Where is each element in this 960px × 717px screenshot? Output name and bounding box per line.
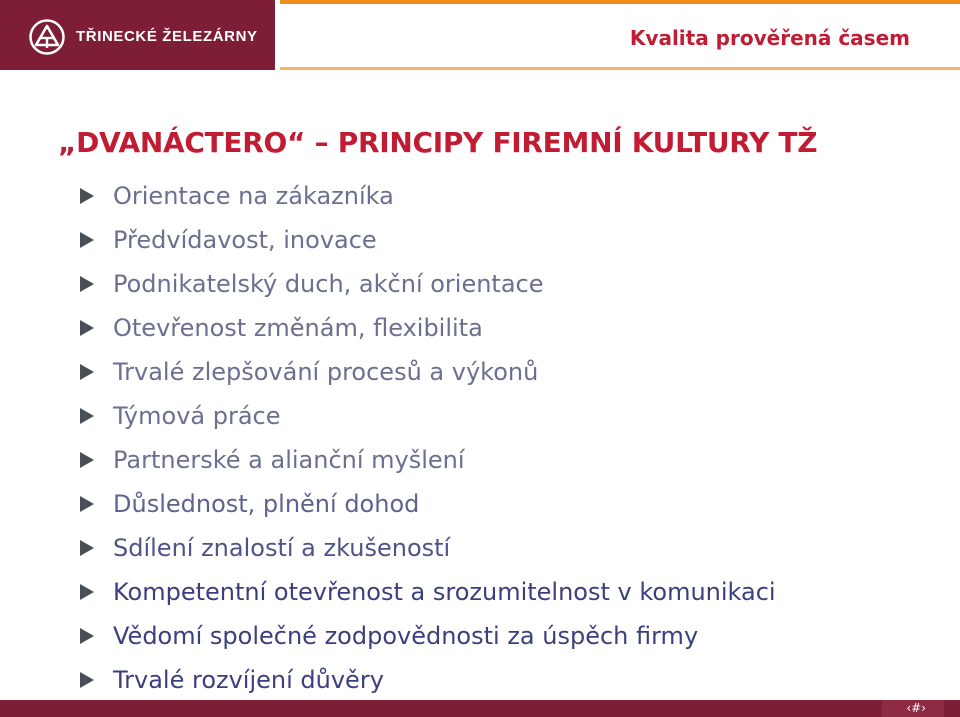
header-accent-underline xyxy=(280,67,960,70)
list-item xyxy=(80,306,776,350)
bullet-arrow-icon xyxy=(80,408,94,424)
page-number: ‹#› xyxy=(906,701,926,715)
list-item-text: Důslednost, plnění dohod xyxy=(113,490,420,518)
bullet-arrow-icon xyxy=(80,232,94,248)
list-item xyxy=(80,438,776,482)
bullet-arrow-icon xyxy=(80,540,94,556)
bullet-arrow-icon xyxy=(80,672,94,688)
list-item xyxy=(80,570,776,614)
tagline: Kvalita prověřená časem xyxy=(629,26,910,50)
list-item xyxy=(80,658,776,702)
list-item xyxy=(80,174,776,218)
logo-block xyxy=(0,0,275,70)
list-item-text: Otevřenost změnám, flexibilita xyxy=(113,314,483,342)
list-item xyxy=(80,394,776,438)
list-item-text: Orientace na zákazníka xyxy=(113,182,394,210)
bullet-arrow-icon xyxy=(80,628,94,644)
bullet-arrow-icon xyxy=(80,584,94,600)
list-item-text: Kompetentní otevřenost a srozumitelnost v komunikaci xyxy=(113,578,776,606)
list-item xyxy=(80,350,776,394)
list-item-text: Partnerské a alianční myšlení xyxy=(113,446,465,474)
list-item-text: Vědomí společné zodpovědnosti za úspěch firmy xyxy=(113,622,699,650)
bullet-arrow-icon xyxy=(80,320,94,336)
list-item xyxy=(80,218,776,262)
list-item xyxy=(80,262,776,306)
list-item-text: Podnikatelský duch, akční orientace xyxy=(113,270,544,298)
list-item xyxy=(80,526,776,570)
trinecke-zelezarny-logo-icon xyxy=(29,19,65,55)
list-item xyxy=(80,614,776,658)
bullet-arrow-icon xyxy=(80,188,94,204)
principles-list xyxy=(80,174,776,702)
list-item-text: Trvalé zlepšování procesů a výkonů xyxy=(113,358,539,386)
logo-text: TŘINECKÉ ŽELEZÁRNY xyxy=(76,28,258,45)
slide-title: „DVANÁCTERO“ – PRINCIPY FIREMNÍ KULTURY TŽ xyxy=(58,126,818,159)
list-item-text: Sdílení znalostí a zkušeností xyxy=(113,534,451,562)
bullet-arrow-icon xyxy=(80,496,94,512)
header-accent-line xyxy=(280,0,960,4)
list-item-text: Předvídavost, inovace xyxy=(113,226,377,254)
list-item-text: Trvalé rozvíjení důvěry xyxy=(113,666,384,694)
bullet-arrow-icon xyxy=(80,276,94,292)
header xyxy=(0,0,960,70)
list-item-text: Týmová práce xyxy=(113,402,281,430)
bullet-arrow-icon xyxy=(80,364,94,380)
list-item xyxy=(80,482,776,526)
bullet-arrow-icon xyxy=(80,452,94,468)
footer-bar xyxy=(0,700,960,717)
